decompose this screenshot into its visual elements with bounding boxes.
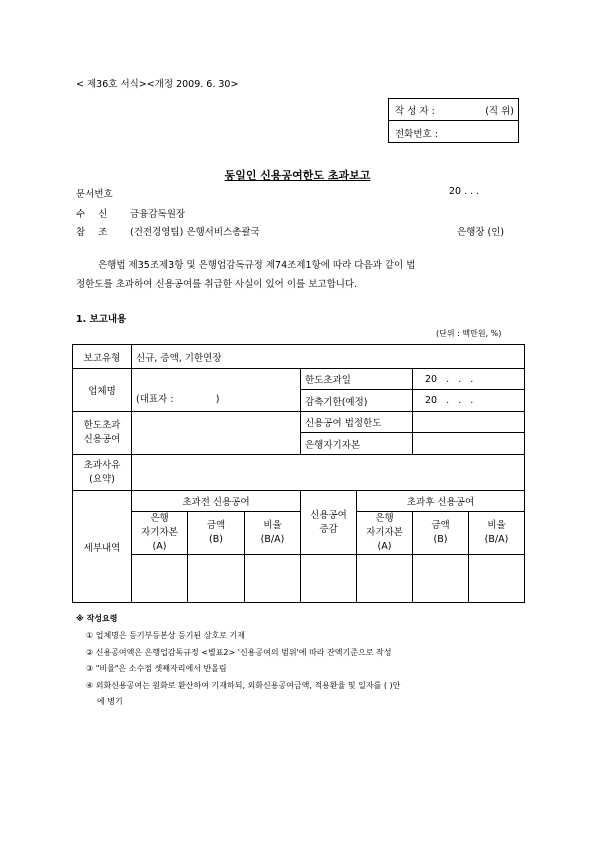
exceed-credit-label: [73, 412, 132, 455]
form-header: < 제36호 서식><개정 2009. 6. 30>: [76, 79, 239, 90]
legal-limit-label: 신용공여 법정한도: [301, 412, 413, 433]
detail-label: 세부내역: [73, 491, 132, 603]
bank-capital-value: [413, 433, 525, 455]
reason-row: [73, 455, 525, 491]
detail-value-row: [73, 555, 525, 603]
col-text: 금액: [431, 520, 450, 531]
reduction-deadline-label: 감축기한(예정): [301, 390, 413, 412]
after-capital-header: [357, 512, 413, 555]
reduction-deadline-value: 20 . . .: [413, 390, 525, 412]
before-ratio-header: [245, 512, 301, 555]
report-type-label: 보고유형: [73, 345, 132, 369]
after-ratio-header: [469, 512, 525, 555]
signer: 은행장 (인): [457, 227, 505, 238]
credit-change-header-2: 증감: [319, 523, 338, 535]
company-row-1: [73, 369, 525, 390]
col-text: 비율: [263, 520, 282, 531]
exceed-credit-value: [132, 412, 301, 455]
reference-value: (건전경영팀) 은행서비스총괄국: [130, 227, 260, 238]
col-text: 은행: [150, 513, 169, 524]
guide-item-1: ① 업체명은 등기부등본상 등기된 상호로 기재: [86, 631, 245, 640]
reason-label-1: 초과사유: [83, 459, 121, 471]
credit-change-header-1: 신용공여: [310, 509, 347, 521]
writer-row: [389, 99, 518, 121]
bank-capital-label: 은행자기자본: [301, 433, 413, 455]
body-text-line1: 은행법 제35조제3항 및 은행업감독규정 제74조제1항에 따라 다음과 같이 법: [98, 260, 416, 271]
before-amount-value: [188, 555, 245, 603]
col-text: (B): [209, 534, 223, 545]
exceed-credit-label-1: 한도초과: [83, 420, 121, 431]
col-text: (A): [377, 541, 392, 552]
representative-cell: [132, 369, 301, 412]
unit-note: (단위 : 백만원, %): [436, 329, 502, 338]
writer-info-box: [388, 98, 519, 143]
col-text: (A): [152, 541, 167, 552]
recipient-label: 수 신: [76, 209, 108, 220]
col-text: (B/A): [484, 534, 509, 545]
after-credit-header: 초과후 신용공여: [357, 491, 525, 512]
phone-label: 전화번호 :: [395, 129, 438, 140]
credit-change-value: [301, 555, 357, 603]
reason-value: [132, 455, 525, 491]
before-capital-header: [132, 512, 188, 555]
reason-label: [73, 455, 132, 491]
col-text: 은행: [375, 513, 394, 524]
guide-item-4: ④ 외화신용공여는 원화로 환산하여 기재하되, 외화신용공여금액, 적용환율 및 일자를 ( )안: [86, 681, 401, 690]
body-text-line2: 정한도를 초과하여 신용공여를 취급한 사실이 있어 이를 보고합니다.: [76, 279, 358, 290]
after-ratio-value: [469, 555, 525, 603]
credit-change-header: [301, 491, 357, 555]
before-ratio-value: [245, 555, 301, 603]
reason-label-2: (요약): [89, 473, 115, 485]
before-credit-header: 초과전 신용공여: [132, 491, 301, 512]
report-type-row: [73, 345, 525, 369]
guide-item-2: ② 신용공여액은 은행업감독규정 <별표2> '신용공여의 범위'에 따라 잔액기준으로 작성: [86, 648, 392, 657]
doc-number-label: 문서번호: [76, 189, 113, 200]
representative-text: (대표자 : ): [136, 394, 220, 405]
guide-title: ※ 작성요령: [76, 614, 118, 623]
position-label: (직 위): [485, 106, 514, 117]
limit-exceed-date-value: 20 . . .: [413, 369, 525, 390]
col-text: 비율: [487, 520, 506, 531]
after-capital-value: [357, 555, 413, 603]
col-text: 자기자본: [366, 527, 403, 538]
col-text: (B): [433, 534, 448, 545]
exceed-credit-label-2: 신용공여: [83, 434, 121, 445]
guide-item-4-cont: 에 병기: [97, 697, 123, 706]
exceed-credit-row-1: [73, 412, 525, 433]
recipient-value: 금융감독원장: [130, 209, 186, 220]
writer-label: 작 성 자 :: [395, 106, 435, 117]
col-text: (B/A): [260, 534, 285, 545]
page-title: 동일인 신용공여한도 초과보고: [224, 169, 371, 182]
after-amount-header: [413, 512, 469, 555]
company-label: 업체명: [73, 369, 132, 412]
col-text: 금액: [206, 520, 226, 531]
report-table: [72, 344, 525, 603]
date-field: 20 . . .: [449, 186, 480, 197]
detail-header-row-1: [73, 491, 525, 512]
before-amount-header: [188, 512, 245, 555]
col-text: 자기자본: [141, 527, 178, 538]
guide-item-3: ③ "비율"은 소수점 셋째자리에서 반올림: [86, 664, 227, 673]
reference-label: 참 조: [76, 227, 108, 238]
before-capital-value: [132, 555, 188, 603]
section-title: 1. 보고내용: [76, 314, 127, 325]
report-type-value: 신규, 증액, 기한연장: [132, 345, 525, 369]
limit-exceed-date-label: 한도초과일: [301, 369, 413, 390]
after-amount-value: [413, 555, 469, 603]
detail-header-row-2: [73, 512, 525, 555]
legal-limit-value: [413, 412, 525, 433]
